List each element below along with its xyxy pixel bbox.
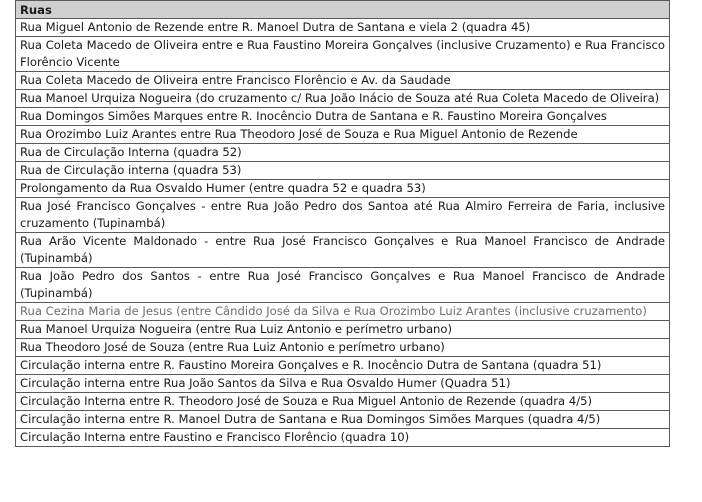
- table-cell: Rua de Circulação Interna (quadra 52): [16, 144, 670, 162]
- table-row: [16, 162, 670, 180]
- table-row: [16, 411, 670, 429]
- table-row: [16, 72, 670, 90]
- table-row: [16, 268, 670, 303]
- table-cell: Rua João Pedro dos Santos - entre Rua José Francisco Gonçalves e Rua Manoel Francisco de Andrade (Tupinambá): [16, 268, 670, 303]
- table-cell: Rua Coleta Macedo de Oliveira entre Francisco Florêncio e Av. da Saudade: [16, 72, 670, 90]
- table-cell: Circulação interna entre R. Faustino Moreira Gonçalves e R. Inocêncio Dutra de Santana (quadra 51): [16, 357, 670, 375]
- table-cell: Rua Coleta Macedo de Oliveira entre e Rua Faustino Moreira Gonçalves (inclusive Cruzamento) e Rua Francisco Florêncio Vicente: [16, 37, 670, 72]
- table-row: [16, 90, 670, 108]
- streets-table: [15, 0, 670, 447]
- table-row: [16, 393, 670, 411]
- table-row: [16, 144, 670, 162]
- streets-document: [15, 0, 670, 447]
- table-cell: Rua Orozimbo Luiz Arantes entre Rua Theodoro José de Souza e Rua Miguel Antonio de Rezende: [16, 126, 670, 144]
- table-cell: Circulação Interna entre R. Theodoro José de Souza e Rua Miguel Antonio de Rezende (quadra 4/5): [16, 393, 670, 411]
- table-cell: Rua Domingos Simões Marques entre R. Inocêncio Dutra de Santana e R. Faustino Moreira Gonçalves: [16, 108, 670, 126]
- table-cell: Rua Manoel Urquiza Nogueira (do cruzamento c/ Rua João Inácio de Souza até Rua Coleta Macedo de Oliveira): [16, 90, 670, 108]
- table-cell: Rua José Francisco Gonçalves - entre Rua João Pedro dos Santoa até Rua Almiro Ferreira de Faria, inclusive cruzamento (Tupinambá): [16, 198, 670, 233]
- table-header-row: [16, 1, 670, 19]
- table-row: [16, 233, 670, 268]
- table-row: [16, 37, 670, 72]
- table-row: [16, 375, 670, 393]
- table-cell: Rua Theodoro José de Souza (entre Rua Luiz Antonio e perímetro urbano): [16, 339, 670, 357]
- table-row: [16, 357, 670, 375]
- table-cell: Rua Miguel Antonio de Rezende entre R. Manoel Dutra de Santana e viela 2 (quadra 45): [16, 19, 670, 37]
- column-header-ruas: Ruas: [16, 1, 670, 19]
- table-row: [16, 303, 670, 321]
- table-cell: Rua Cezina Maria de Jesus (entre Cândido José da Silva e Rua Orozimbo Luiz Arantes (inclusive cruzamento): [16, 303, 670, 321]
- table-cell: Rua Arão Vicente Maldonado - entre Rua José Francisco Gonçalves e Rua Manoel Francisco de Andrade (Tupinambá): [16, 233, 670, 268]
- table-cell: Circulação Interna entre Faustino e Francisco Florêncio (quadra 10): [16, 429, 670, 447]
- table-cell: Circulação interna entre R. Manoel Dutra de Santana e Rua Domingos Simões Marques (quadra 4/5): [16, 411, 670, 429]
- table-row: [16, 321, 670, 339]
- table-row: [16, 180, 670, 198]
- table-row: [16, 198, 670, 233]
- table-cell: Rua Manoel Urquiza Nogueira (entre Rua Luiz Antonio e perímetro urbano): [16, 321, 670, 339]
- table-row: [16, 19, 670, 37]
- table-row: [16, 339, 670, 357]
- table-row: [16, 429, 670, 447]
- table-row: [16, 108, 670, 126]
- table-cell: Rua de Circulação interna (quadra 53): [16, 162, 670, 180]
- table-cell: Prolongamento da Rua Osvaldo Humer (entre quadra 52 e quadra 53): [16, 180, 670, 198]
- table-cell: Circulação interna entre Rua João Santos da Silva e Rua Osvaldo Humer (Quadra 51): [16, 375, 670, 393]
- table-row: [16, 126, 670, 144]
